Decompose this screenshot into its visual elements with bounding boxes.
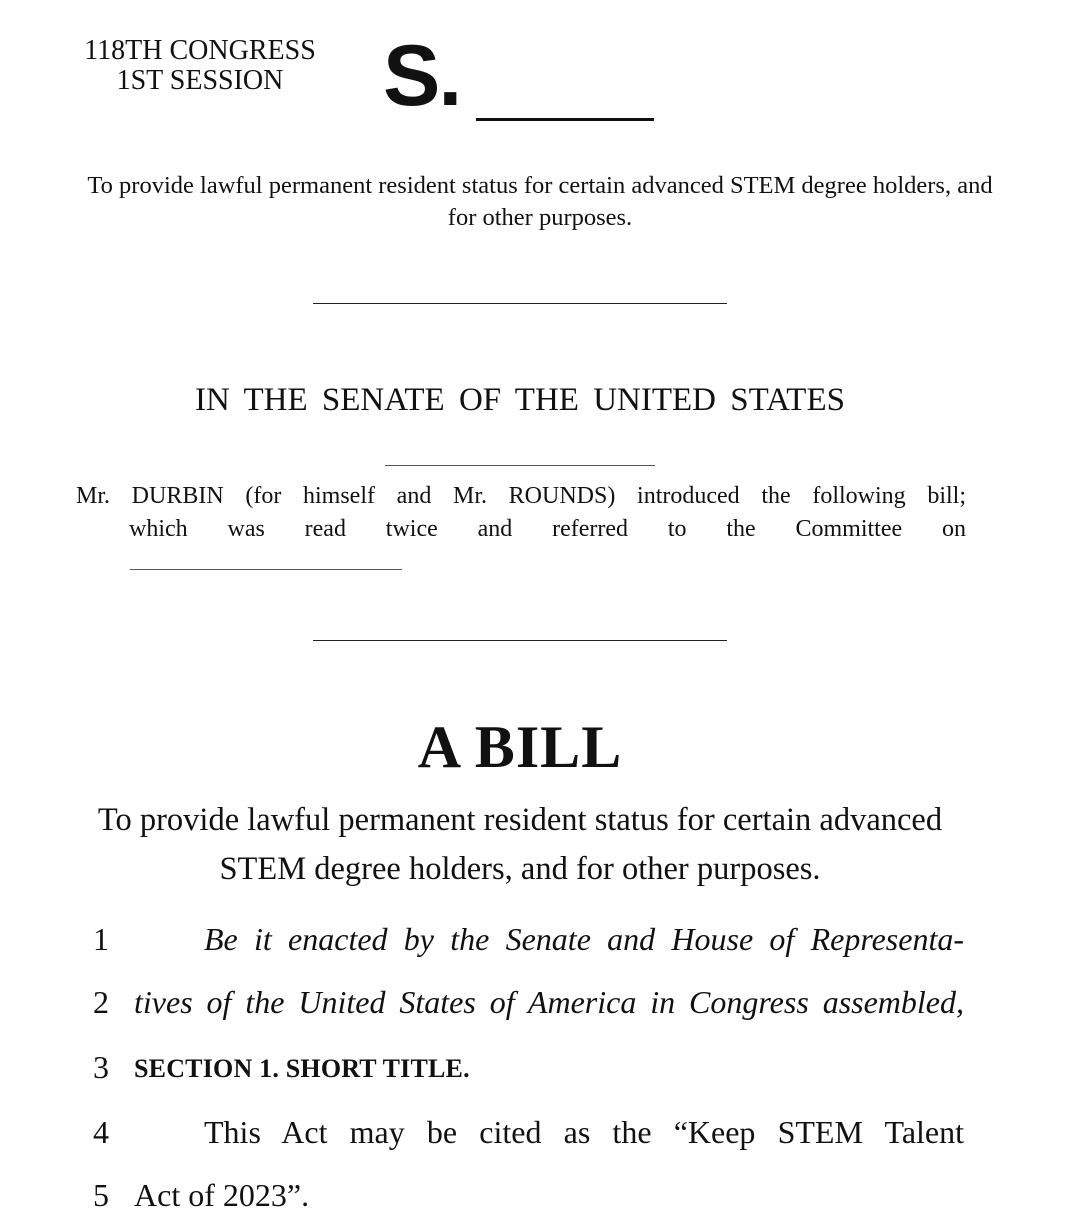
divider-rule-top (313, 303, 727, 304)
divider-rule-bottom (313, 640, 727, 641)
bill-number-blank (476, 118, 654, 121)
line-number: 4 (93, 1114, 109, 1150)
enacting-clause-line-1: Be it enacted by the Senate and House of Representa- (204, 921, 964, 957)
committee-blank (130, 569, 402, 570)
congress-session-block (60, 36, 340, 96)
introduction-paragraph (76, 480, 966, 546)
divider-rule-short (385, 465, 655, 466)
short-title-text-line-1: This Act may be cited as the “Keep STEM Talent (204, 1114, 964, 1150)
line-number: 3 (93, 1049, 109, 1085)
enacting-clause-line-2: tives of the United States of America in Congress assembled, (134, 984, 964, 1020)
congress-label: 118TH CONGRESS (84, 35, 316, 66)
session-label: 1ST SESSION (116, 65, 284, 96)
line-number: 5 (93, 1177, 109, 1213)
bill-heading: A BILL (417, 714, 623, 780)
introduction-line-1: Mr. DURBIN (for himself and Mr. ROUNDS) introduced the following bill; (76, 483, 966, 509)
official-title: To provide lawful permanent resident status for certain advanced STEM degree holders, and for other purposes. (87, 172, 993, 231)
bill-prefix: S. (383, 28, 461, 124)
introduction-line-2: which was read twice and referred to the Committee on (129, 516, 966, 542)
chamber-heading: IN THE SENATE OF THE UNITED STATES (195, 382, 845, 418)
line-number: 2 (93, 984, 109, 1020)
line-number: 1 (93, 921, 109, 957)
short-title-text-line-2: Act of 2023”. (134, 1177, 310, 1213)
long-title: To provide lawful permanent resident status for certain advanced STEM degree holders, and for other purposes. (97, 802, 943, 887)
section-heading: SECTION 1. SHORT TITLE. (134, 1054, 470, 1083)
